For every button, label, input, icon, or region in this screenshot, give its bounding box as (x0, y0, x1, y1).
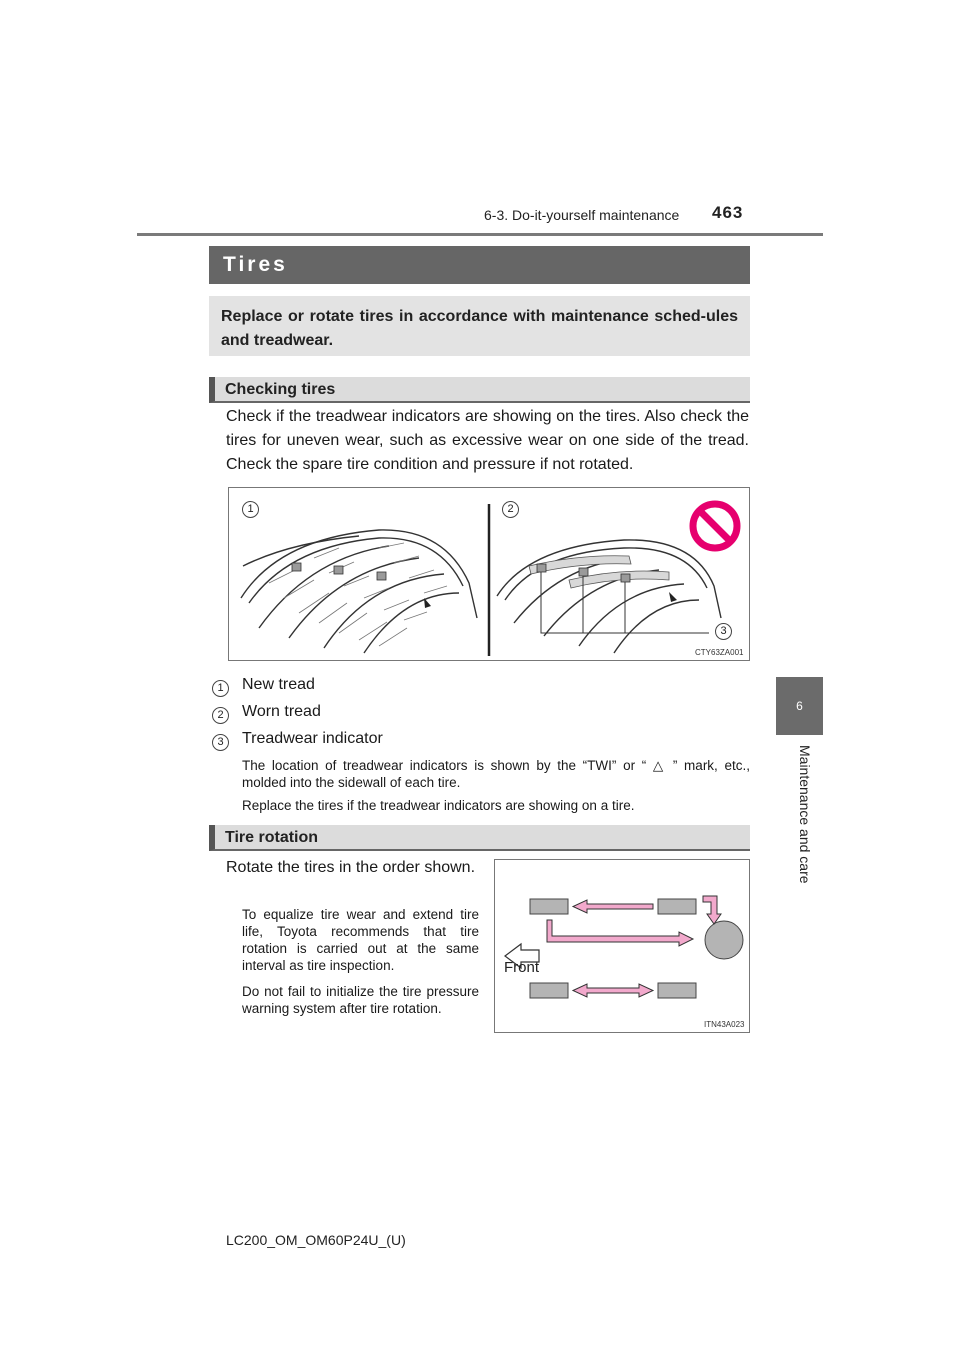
chapter-label: Maintenance and care (797, 745, 813, 884)
callout-3: 3 (715, 623, 732, 640)
rotation-note-1: To equalize tire wear and extend tire life, Toyota recommends that tire rotation is carried out at the same interval as tire inspection. (242, 907, 479, 973)
item-label: New tread (242, 676, 315, 693)
item-number: 3 (212, 734, 229, 751)
page-number: 463 (712, 203, 744, 222)
chapter-tab: 6 (776, 677, 823, 735)
page-title: Tires (209, 246, 750, 284)
callout-2: 2 (502, 501, 519, 518)
figure-code: ITN43A023 (704, 1020, 745, 1029)
checking-tires-heading: Checking tires (209, 377, 750, 403)
tire-rotation-heading: Tire rotation (209, 825, 750, 851)
item-label: Worn tread (242, 703, 321, 720)
item-number: 2 (212, 707, 229, 724)
intro-box: Replace or rotate tires in accordance with maintenance sched-ules and treadwear. (209, 296, 750, 356)
list-item-new-tread (212, 676, 315, 697)
header-rule (137, 233, 823, 236)
document-code: LC200_OM_OM60P24U_(U) (226, 1232, 406, 1248)
front-label: Front (504, 959, 540, 976)
tire-rear-left (530, 983, 568, 998)
section-header: 6-3. Do-it-yourself maintenance (484, 207, 680, 223)
treadwear-illustration (229, 488, 749, 660)
item-number: 1 (212, 680, 229, 697)
spare-tire (705, 921, 743, 959)
item-label: Treadwear indicator (242, 730, 383, 747)
tire-rear-right (658, 983, 696, 998)
list-item-worn-tread (212, 703, 321, 724)
rotation-note-2: Do not fail to initialize the tire pressure warning system after tire rotation. (242, 984, 479, 1016)
replace-note: Replace the tires if the treadwear indicators are showing on a tire. (242, 798, 635, 813)
rotation-figure (494, 859, 750, 1033)
treadwear-note: The location of treadwear indicators is shown by the “TWI” or “ △ ” mark, etc., molded into the sidewall of each tire. (242, 758, 750, 790)
tire-front-left (530, 899, 568, 914)
treadwear-figure (228, 487, 750, 661)
rotation-diagram (495, 860, 749, 1032)
callout-1: 1 (242, 501, 259, 518)
checking-paragraph: Check if the treadwear indicators are showing on the tires. Also check the tires for uneven wear, such as excessive wear on one side of the tread. Check the spare tire condition and pressure if not rotated. (226, 408, 749, 473)
tire-front-right (658, 899, 696, 914)
list-item-treadwear-indicator (212, 730, 383, 751)
rotation-paragraph: Rotate the tires in the order shown. (226, 859, 476, 876)
figure-code: CTY63ZA001 (695, 648, 744, 657)
